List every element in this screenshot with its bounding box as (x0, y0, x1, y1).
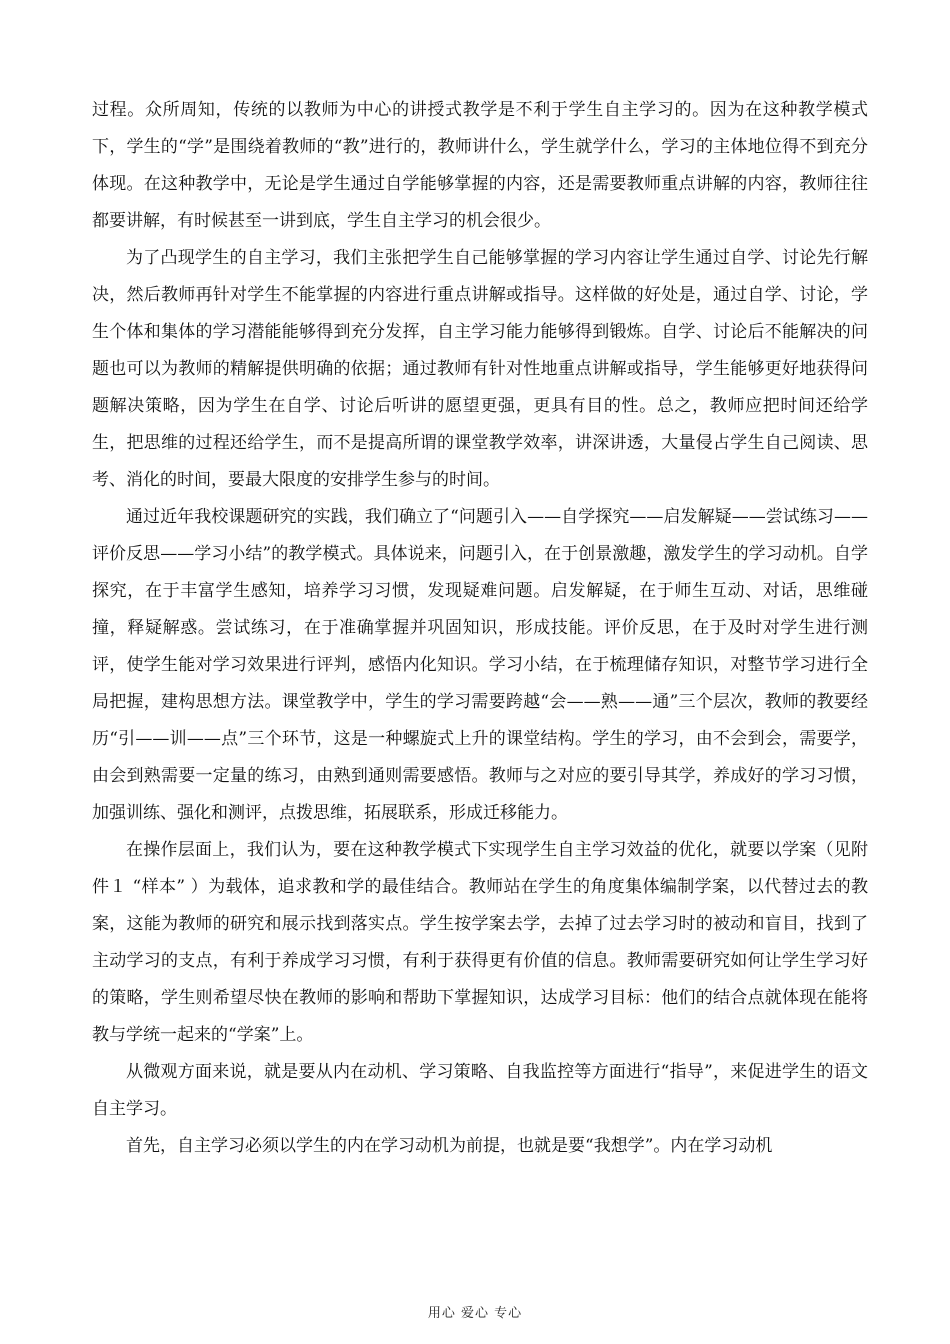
paragraph-6: 首先，自主学习必须以学生的内在学习动机为前提，也就是要“我想学”。内在学习动机 (126, 1136, 773, 1156)
document-body (92, 92, 868, 1165)
paragraph-3: 通过近年我校课题研究的实践，我们确立了“问题引入——自学探究——启发解疑——尝试练习——评价反思——学习小结”的教学模式。具体说来，问题引入，在于创景激趣，激发学生的学习动机。自学探究，在于丰富学生感知，培养学习习惯，发现疑难问题。启发解疑，在于师生互动、对话，思维碰撞，释疑解惑。尝试练习，在于准确掌握并巩固知识，形成技能。评价反思，在于及时对学生进行测评，使学生能对学习效果进行评判，感悟内化知识。学习小结，在于梳理储存知识，对整节学习进行全局把握，建构思想方法。课堂教学中，学生的学习需要跨越“会——熟——通”三个层次，教师的教要经历“引——训——点”三个环节，这是一种螺旋式上升的课堂结构。学生的学习，由不会到会，需要学，由会到熟需要一定量的练习，由熟到通则需要感悟。教师与之对应的要引导其学，养成好的学习习惯，加强训练、强化和测评，点拨思维，拓展联系，形成迁移能力。 (92, 507, 868, 823)
paragraph-1: 过程。众所周知，传统的以教师为中心的讲授式教学是不利于学生自主学习的。因为在这种教学模式下，学生的“学”是围绕着教师的“教”进行的，教师讲什么，学生就学什么，学习的主体地位得不到充分体现。在这种教学中，无论是学生通过自学能够掌握的内容，还是需要教师重点讲解的内容，教师往往都要讲解，有时候甚至一讲到底，学生自主学习的机会很少。 (92, 100, 868, 231)
paragraph-4: 在操作层面上，我们认为，要在这种教学模式下实现学生自主学习效益的优化，就要以学案（见附件１ “样本” ）为载体，追求教和学的最佳结合。教师站在学生的角度集体编制学案，以代替过去的教案，这能为教师的研究和展示找到落实点。学生按学案去学，去掉了过去学习时的被动和盲目，找到了主动学习的支点，有利于养成学习习惯，有利于获得更有价值的信息。教师需要研究如何让学生学习好的策略，学生则希望尽快在教师的影响和帮助下掌握知识，达成学习目标：他们的结合点就体现在能将教与学统一起来的“学案”上。 (92, 840, 868, 1045)
paragraph-5: 从微观方面来说，就是要从内在动机、学习策略、自我监控等方面进行“指导”，来促进学生的语文自主学习。 (92, 1062, 868, 1119)
page-footer: 用心 爱心 专心 (427, 1306, 523, 1321)
paragraph-2: 为了凸现学生的自主学习，我们主张把学生自己能够掌握的学习内容让学生通过自学、讨论先行解决，然后教师再针对学生不能掌握的内容进行重点讲解或指导。这样做的好处是，通过自学、讨论，学生个体和集体的学习潜能能够得到充分发挥，自主学习能力能够得到锻炼。自学、讨论后不能解决的问题也可以为教师的精解提供明确的依据；通过教师有针对性地重点讲解或指导，学生能够更好地获得问题解决策略，因为学生在自学、讨论后听讲的愿望更强，更具有目的性。总之，教师应把时间还给学生，把思维的过程还给学生，而不是提高所谓的课堂教学效率，讲深讲透，大量侵占学生自己阅读、思考、消化的时间，要最大限度的安排学生参与的时间。 (92, 248, 868, 490)
